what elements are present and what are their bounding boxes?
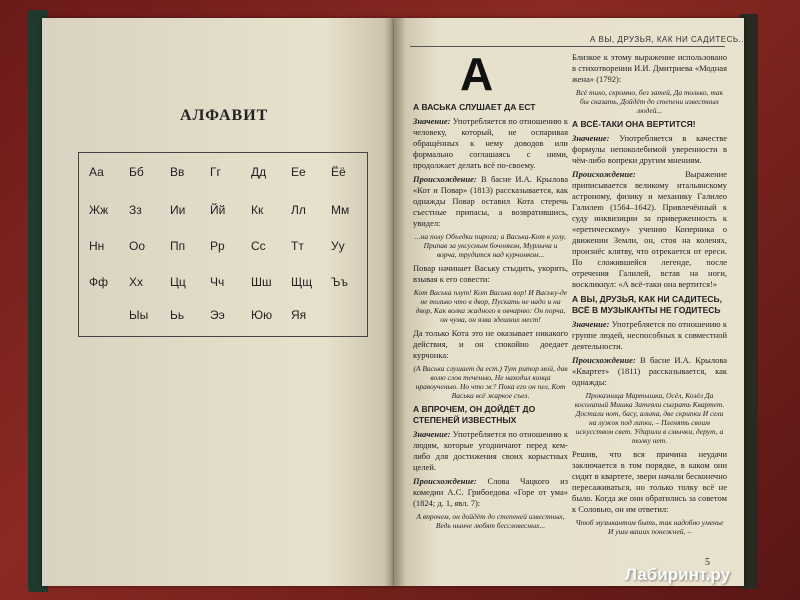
alphabet-letter: Лл — [291, 203, 306, 217]
alphabet-letter: Шш — [251, 275, 272, 289]
entry-paragraph: Происхождение: В басне И.А. Крылова «Кот и Повар» (1813) рассказывается, как однажды Повар оставил Кота стеречь съестные припасы, а возвратившись, увидел: — [413, 174, 569, 228]
entry-paragraph: Происхождение: В басне И.А. Крылова «Квартет» (1811) рассказывается, как однажды: — [572, 355, 728, 387]
entry-heading: А ВПРОЧЕМ, ОН ДОЙДЁТ ДО СТЕПЕНЕЙ ИЗВЕСТНЫХ — [413, 404, 536, 425]
alphabet-letter: Ёё — [331, 165, 346, 179]
alphabet-letter: Фф — [89, 275, 108, 289]
alphabet-letter: Цц — [170, 275, 186, 289]
entry-paragraph: Значение: Употребляется по отношению к человеку, который, не оспаривая обращённых к нему доводов или формально соглашаясь с ними, продолжает делать всё по-своему. — [413, 116, 569, 170]
alphabet-table — [78, 152, 368, 337]
alphabet-letter: Зз — [129, 203, 142, 217]
alphabet-row — [79, 275, 367, 295]
alphabet-letter: Ьь — [170, 308, 185, 322]
alphabet-letter: Юю — [251, 308, 273, 322]
verse-quote: А впрочем, он дойдёт до степеней известных, Ведь нынче любят бессловесных... — [416, 512, 565, 530]
alphabet-title: АЛФАВИТ — [180, 107, 269, 124]
alphabet-row — [79, 203, 367, 223]
entry-paragraph: Да только Кота это не оказывает никакого действия, и он спокойно доедает курчонка: — [413, 328, 568, 360]
alphabet-row — [79, 165, 367, 185]
entry-paragraph: Повар начинает Ваську стыдить, укорять, взывая к его совести: — [413, 263, 568, 284]
entry-paragraph: Значение: Употребляется по отношению к людям, которые угодничают перед кем-либо для достижения своих корыстных целей. — [413, 429, 569, 472]
entry-paragraph: Значение: Употребляется по отношению к группе людей, неспособных к совместной деятельности. — [572, 319, 728, 351]
alphabet-letter: Тт — [291, 239, 304, 253]
right-page-column-right — [572, 52, 727, 540]
page-number: 5 — [705, 557, 710, 568]
alphabet-letter: Нн — [89, 239, 105, 253]
alphabet-row — [79, 239, 367, 259]
alphabet-letter: Уу — [331, 239, 345, 253]
alphabet-letter: Оо — [129, 239, 146, 253]
alphabet-letter: Йй — [210, 203, 226, 217]
entry-paragraph: Значение: Употребляется в качестве формулы непоколебимой уверенности в чём-либо вопреки другим мнениям. — [572, 133, 727, 165]
verse-quote: Кот Васька плут! Кот Васька вор! И Ваську-де не только что в двор, Пускать не надо и на двор, Как волка жадного в овчарню: Он порча, он чума, он язва здешних мест! — [413, 288, 568, 324]
alphabet-letter: Рр — [210, 239, 225, 253]
alphabet-letter: Ии — [170, 203, 186, 217]
alphabet-letter: Щщ — [291, 275, 313, 289]
entry-paragraph: Близкое к этому выражение использовано в стихотворении И.И. Дмитриева «Модная жена» (1792): — [572, 52, 727, 84]
verse-quote: Чтоб музыкантом быть, так надобно уменье И уши ваших понежней, – — [575, 518, 724, 536]
alphabet-letter: Ее — [291, 165, 306, 179]
alphabet-letter: Гг — [210, 165, 221, 179]
verse-quote: Проказница Мартышка, Осёл, Козёл Да косолапый Мишка Затеяли сыграть Квартет. Достали нот, басу, альта, две скрипки И сели на лужок под липки, – Пленять своим искусством свет. Ударили в смычки, дерут, а толку нет. — [574, 391, 725, 445]
entry-heading: А ВАСЬКА СЛУШАЕТ ДА ЕСТ — [413, 102, 536, 112]
book-spine-shadow — [384, 18, 406, 586]
alphabet-letter: Дд — [251, 165, 267, 179]
alphabet-letter: Ыы — [129, 308, 149, 322]
alphabet-letter: Кк — [251, 203, 264, 217]
entry-paragraph: Решив, что вся причина неудачи заключается в том порядке, в каком они сидят в квартете, звери начали бесконечно пересаживаться, но только толку всё не было. Когда же они обратились за советом к Соловью, он им ответил: — [572, 449, 727, 514]
watermark-logo: Лабиринт.ру — [625, 565, 731, 584]
alphabet-letter: Ъъ — [331, 275, 348, 289]
alphabet-letter: Пп — [170, 239, 186, 253]
right-page-column-left — [413, 98, 568, 534]
entry-paragraph: Происхождение: Выражение приписывается великому итальянскому астроному, физику и механику Галилео Галилею (1564–1642). Привлечённый к суду инквизиции за приверженность к «еретическому» учению Коперника о движении Земли, он, стоя на коленях, произнёс клятву, что отрекается от ереси. По сложившейся легенде, после отречения Галилей, встав на ноги, воскликнул: «А всё-таки она вертится!» — [572, 169, 727, 289]
alphabet-letter: Ээ — [210, 308, 225, 322]
alphabet-letter: Мм — [331, 203, 350, 217]
alphabet-letter: Аа — [89, 165, 104, 179]
alphabet-letter: Сс — [251, 239, 266, 253]
entry-heading: А ВСЁ-ТАКИ ОНА ВЕРТИТСЯ! — [572, 119, 696, 129]
alphabet-row — [79, 308, 367, 328]
alphabet-letter: Яя — [291, 308, 307, 322]
verse-quote: (А Васька слушает да ест.) Тут ритор мой, дав волю слов теченью, Не находил конца нравоученью. Но что ж? Пока его он пел, Кот Васька всё жаркое съел. — [413, 364, 568, 400]
running-head: А ВЫ, ДРУЗЬЯ, КАК НИ САДИТЕСЬ... — [590, 35, 747, 44]
verse-quote: ...на полу Объедки пирога; а Васька-Кот в углу, Припав за уксусным бочонком, Мурлыча и ворча, трудится над курчонком... — [415, 232, 566, 259]
alphabet-letter: Чч — [210, 275, 225, 289]
alphabet-letter: Жж — [89, 203, 109, 217]
section-letter: А — [460, 48, 494, 100]
alphabet-letter: Хх — [129, 275, 144, 289]
entry-heading: А ВЫ, ДРУЗЬЯ, КАК НИ САДИТЕСЬ, ВСЁ В МУЗЫКАНТЫ НЕ ГОДИТЕСЬ — [572, 294, 723, 315]
alphabet-letter: Вв — [170, 165, 185, 179]
alphabet-letter: Бб — [129, 165, 144, 179]
header-rule — [410, 46, 725, 47]
entry-paragraph: Происхождение: Слова Чацкого из комедии А.С. Грибоедова «Горе от ума» (1824; д. 1, явл. 7): — [413, 476, 569, 508]
verse-quote: Всё тихо, скромно, без затей, Да только, так бы сказать, Дойдёт до степени известных людей... — [575, 88, 724, 115]
